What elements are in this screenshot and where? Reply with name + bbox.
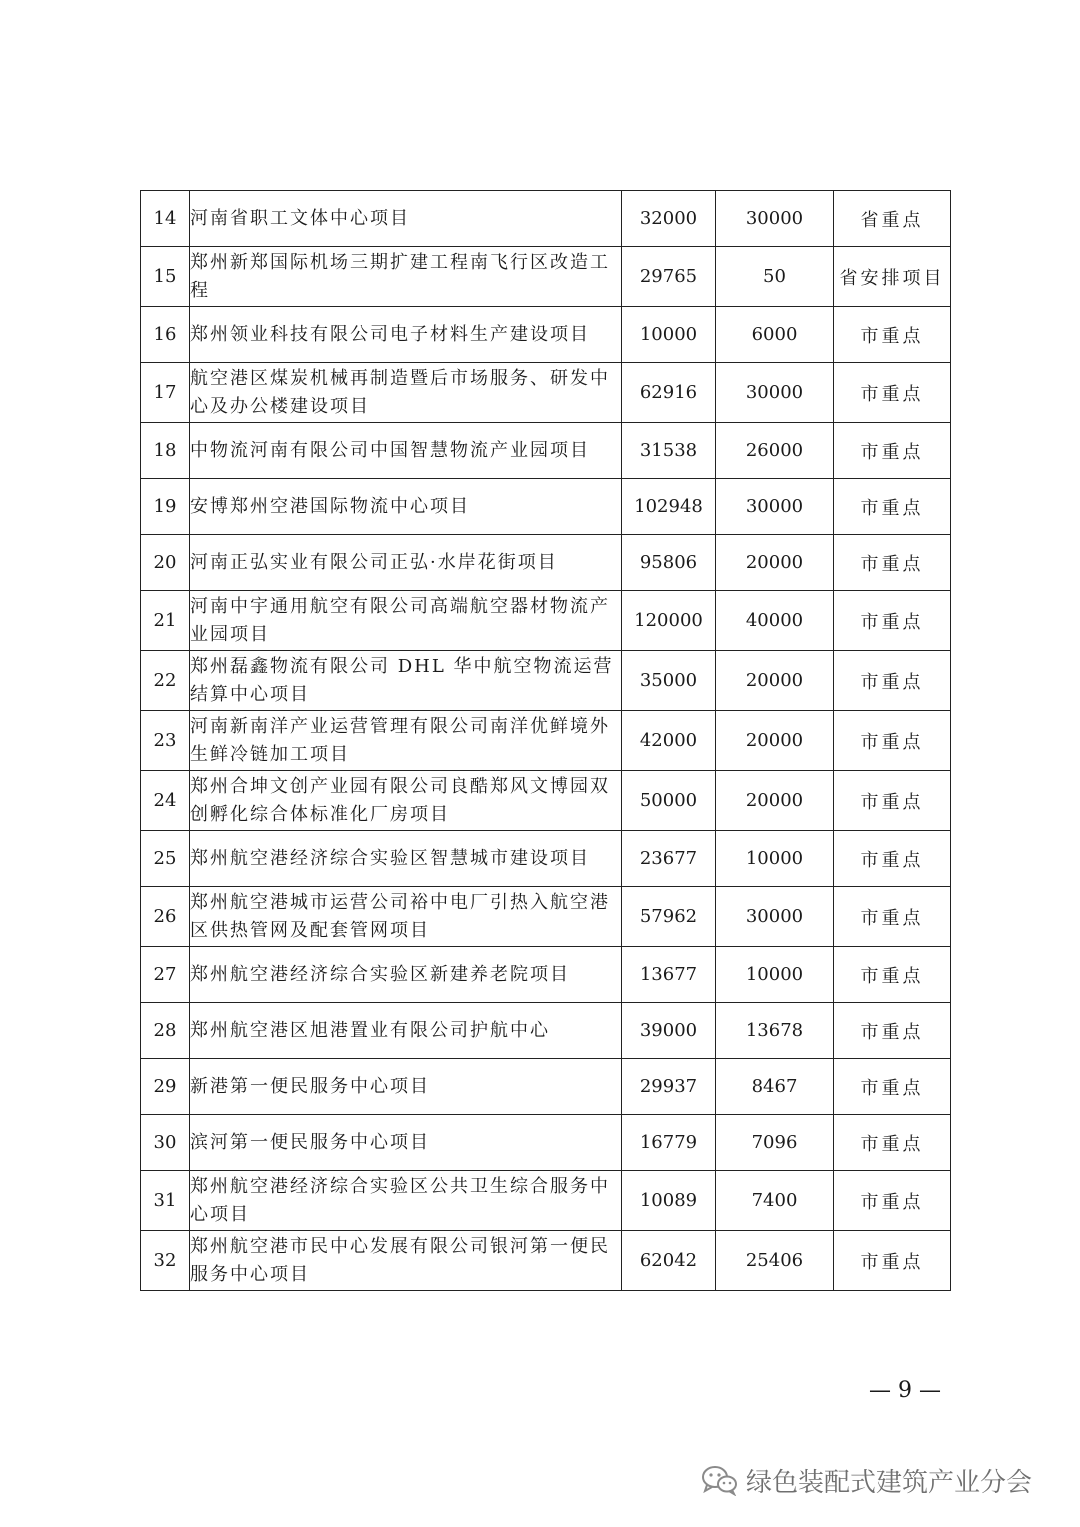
total-investment: 95806 — [622, 535, 716, 591]
project-category: 市重点 — [834, 771, 951, 831]
project-category: 市重点 — [834, 479, 951, 535]
planned-investment: 30000 — [716, 479, 834, 535]
total-investment: 32000 — [622, 191, 716, 247]
project-category: 市重点 — [834, 363, 951, 423]
row-number: 16 — [141, 307, 190, 363]
planned-investment: 30000 — [716, 191, 834, 247]
project-category: 市重点 — [834, 307, 951, 363]
planned-investment: 8467 — [716, 1059, 834, 1115]
total-investment: 57962 — [622, 887, 716, 947]
project-category: 市重点 — [834, 535, 951, 591]
project-table-body — [141, 191, 951, 1291]
row-number: 20 — [141, 535, 190, 591]
total-investment: 62042 — [622, 1231, 716, 1291]
total-investment: 16779 — [622, 1115, 716, 1171]
project-category: 省安排项目 — [834, 247, 951, 307]
planned-investment: 7096 — [716, 1115, 834, 1171]
planned-investment: 7400 — [716, 1171, 834, 1231]
project-name: 航空港区煤炭机械再制造暨后市场服务、研发中心及办公楼建设项目 — [190, 363, 622, 423]
total-investment: 29765 — [622, 247, 716, 307]
watermark — [700, 1460, 1032, 1500]
total-investment: 42000 — [622, 711, 716, 771]
planned-investment: 6000 — [716, 307, 834, 363]
table-row — [141, 771, 951, 831]
project-category: 市重点 — [834, 1003, 951, 1059]
total-investment: 120000 — [622, 591, 716, 651]
row-number: 19 — [141, 479, 190, 535]
project-category: 市重点 — [834, 1115, 951, 1171]
planned-investment: 40000 — [716, 591, 834, 651]
planned-investment: 25406 — [716, 1231, 834, 1291]
row-number: 18 — [141, 423, 190, 479]
total-investment: 23677 — [622, 831, 716, 887]
table-row — [141, 1115, 951, 1171]
row-number: 17 — [141, 363, 190, 423]
planned-investment: 13678 — [716, 1003, 834, 1059]
table-row — [141, 1231, 951, 1291]
table-row — [141, 711, 951, 771]
total-investment: 50000 — [622, 771, 716, 831]
row-number: 27 — [141, 947, 190, 1003]
project-name: 郑州磊鑫物流有限公司 DHL 华中航空物流运营结算中心项目 — [190, 651, 622, 711]
table-row — [141, 947, 951, 1003]
project-name: 郑州航空港区旭港置业有限公司护航中心 — [190, 1003, 622, 1059]
total-investment: 39000 — [622, 1003, 716, 1059]
total-investment: 10089 — [622, 1171, 716, 1231]
page-number: — 9 — — [869, 1378, 941, 1403]
project-category: 市重点 — [834, 1059, 951, 1115]
row-number: 24 — [141, 771, 190, 831]
planned-investment: 10000 — [716, 947, 834, 1003]
planned-investment: 30000 — [716, 887, 834, 947]
table-row — [141, 307, 951, 363]
project-category: 市重点 — [834, 591, 951, 651]
total-investment: 35000 — [622, 651, 716, 711]
total-investment: 31538 — [622, 423, 716, 479]
table-row — [141, 363, 951, 423]
planned-investment: 30000 — [716, 363, 834, 423]
table-row — [141, 423, 951, 479]
project-name: 郑州航空港城市运营公司裕中电厂引热入航空港区供热管网及配套管网项目 — [190, 887, 622, 947]
project-name: 郑州合坤文创产业园有限公司良酷郑风文博园双创孵化综合体标准化厂房项目 — [190, 771, 622, 831]
row-number: 23 — [141, 711, 190, 771]
row-number: 21 — [141, 591, 190, 651]
project-name: 新港第一便民服务中心项目 — [190, 1059, 622, 1115]
project-name: 郑州航空港经济综合实验区公共卫生综合服务中心项目 — [190, 1171, 622, 1231]
project-name: 滨河第一便民服务中心项目 — [190, 1115, 622, 1171]
table-row — [141, 831, 951, 887]
project-table — [140, 190, 951, 1291]
project-name: 郑州航空港市民中心发展有限公司银河第一便民服务中心项目 — [190, 1231, 622, 1291]
table-row — [141, 887, 951, 947]
planned-investment: 10000 — [716, 831, 834, 887]
watermark-text: 绿色装配式建筑产业分会 — [746, 1467, 1033, 1498]
project-category: 市重点 — [834, 887, 951, 947]
planned-investment: 20000 — [716, 651, 834, 711]
project-category: 市重点 — [834, 423, 951, 479]
table-row — [141, 535, 951, 591]
table-row — [141, 1171, 951, 1231]
planned-investment: 26000 — [716, 423, 834, 479]
project-name: 郑州新郑国际机场三期扩建工程南飞行区改造工程 — [190, 247, 622, 307]
total-investment: 29937 — [622, 1059, 716, 1115]
row-number: 32 — [141, 1231, 190, 1291]
project-name: 河南省职工文体中心项目 — [190, 191, 622, 247]
planned-investment: 50 — [716, 247, 834, 307]
project-category: 市重点 — [834, 1231, 951, 1291]
table-row — [141, 1059, 951, 1115]
project-name: 中物流河南有限公司中国智慧物流产业园项目 — [190, 423, 622, 479]
row-number: 25 — [141, 831, 190, 887]
row-number: 29 — [141, 1059, 190, 1115]
total-investment: 13677 — [622, 947, 716, 1003]
project-category: 市重点 — [834, 947, 951, 1003]
table-row — [141, 479, 951, 535]
project-name: 郑州航空港经济综合实验区新建养老院项目 — [190, 947, 622, 1003]
project-name: 河南中宇通用航空有限公司高端航空器材物流产业园项目 — [190, 591, 622, 651]
project-category: 省重点 — [834, 191, 951, 247]
row-number: 31 — [141, 1171, 190, 1231]
row-number: 22 — [141, 651, 190, 711]
total-investment: 10000 — [622, 307, 716, 363]
table-row — [141, 1003, 951, 1059]
table-row — [141, 247, 951, 307]
table-row — [141, 591, 951, 651]
planned-investment: 20000 — [716, 771, 834, 831]
row-number: 14 — [141, 191, 190, 247]
project-name: 安博郑州空港国际物流中心项目 — [190, 479, 622, 535]
total-investment: 62916 — [622, 363, 716, 423]
table-row — [141, 651, 951, 711]
project-name: 郑州领业科技有限公司电子材料生产建设项目 — [190, 307, 622, 363]
row-number: 26 — [141, 887, 190, 947]
project-name: 河南新南洋产业运营管理有限公司南洋优鲜境外生鲜冷链加工项目 — [190, 711, 622, 771]
project-category: 市重点 — [834, 831, 951, 887]
row-number: 28 — [141, 1003, 190, 1059]
project-category: 市重点 — [834, 651, 951, 711]
project-name: 郑州航空港经济综合实验区智慧城市建设项目 — [190, 831, 622, 887]
total-investment: 102948 — [622, 479, 716, 535]
row-number: 15 — [141, 247, 190, 307]
project-category: 市重点 — [834, 711, 951, 771]
table-row — [141, 191, 951, 247]
wechat-icon — [700, 1464, 738, 1496]
planned-investment: 20000 — [716, 535, 834, 591]
project-category: 市重点 — [834, 1171, 951, 1231]
row-number: 30 — [141, 1115, 190, 1171]
project-name: 河南正弘实业有限公司正弘·水岸花街项目 — [190, 535, 622, 591]
planned-investment: 20000 — [716, 711, 834, 771]
